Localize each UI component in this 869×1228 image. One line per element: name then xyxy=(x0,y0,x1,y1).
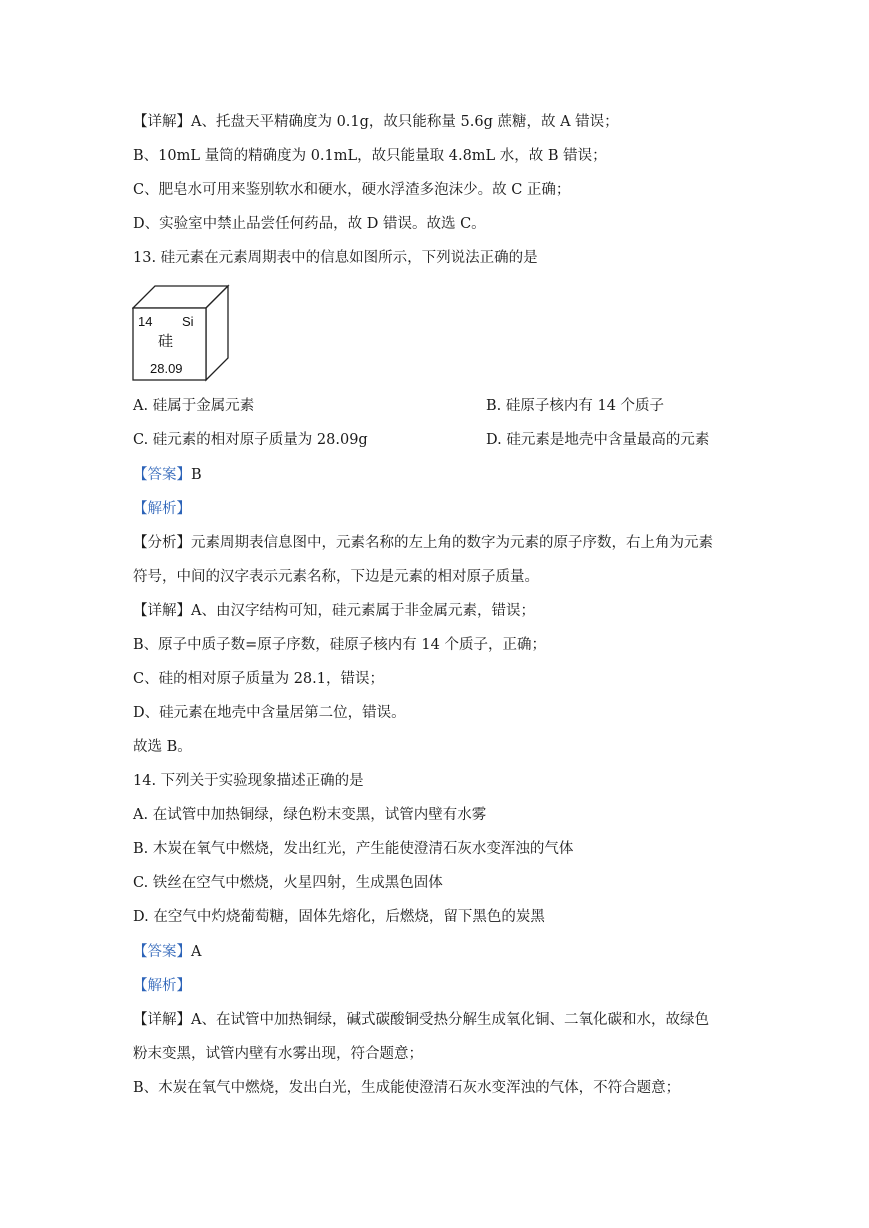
q14-answer-label: 【答案】 xyxy=(133,944,191,960)
q13-answer-label: 【答案】 xyxy=(133,467,191,483)
q14-answer xyxy=(133,942,201,962)
q13-option-c: C. 硅元素的相对原子质量为 28.09g xyxy=(133,432,368,448)
q14-answer-value: A xyxy=(191,944,202,960)
q13-option-a: A. 硅属于金属元素 xyxy=(133,398,255,414)
element-name: 硅 xyxy=(158,333,174,350)
q13-answer-value: B xyxy=(191,467,202,483)
q13-analysis-line: 【分析】元素周期表信息图中，元素名称的左上角的数字为元素的原子序数，右上角为元素 xyxy=(133,535,713,551)
q14-option-b: B. 木炭在氧气中燃烧，发出红光，产生能使澄清石灰水变浑浊的气体 xyxy=(133,841,574,857)
q14-detail-line: 【详解】A、在试管中加热铜绿，碱式碳酸铜受热分解生成氧化铜、二氧化碳和水，故绿色 xyxy=(133,1012,709,1028)
q13-answer xyxy=(133,465,202,485)
element-number: 14 xyxy=(138,314,153,329)
element-card-figure xyxy=(132,284,232,382)
detail-line-a: 【详解】A、托盘天平精确度为 0.1g，故只能称量 5.6g 蔗糖，故 A 错误； xyxy=(133,114,619,130)
q14-option-d: D. 在空气中灼烧葡萄糖，固体先熔化，后燃烧，留下黑色的炭黑 xyxy=(133,909,545,925)
detail-line-d: D、实验室中禁止品尝任何药品，故 D 错误。故选 C。 xyxy=(133,216,486,232)
q13-option-b: B. 硅原子核内有 14 个质子 xyxy=(486,398,665,414)
q14-option-a: A. 在试管中加热铜绿，绿色粉末变黑，试管内壁有水雾 xyxy=(133,807,487,823)
q13-analysis-label: 【解析】 xyxy=(133,501,191,517)
element-mass: 28.09 xyxy=(150,361,183,376)
detail-line-b: B、10mL 量筒的精确度为 0.1mL，故只能量取 4.8mL 水，故 B 错误； xyxy=(133,148,607,164)
q13-option-d: D. 硅元素是地壳中含量最高的元素 xyxy=(486,432,710,448)
element-symbol: Si xyxy=(182,314,194,329)
q14-analysis-label: 【解析】 xyxy=(133,978,191,994)
q13-detail-line: B、原子中质子数=原子序数，硅原子核内有 14 个质子，正确； xyxy=(133,637,546,653)
q13-detail-line: D、硅元素在地壳中含量居第二位，错误。 xyxy=(133,705,406,721)
detail-line-c: C、肥皂水可用来鉴别软水和硬水，硬水浮渣多泡沫少。故 C 正确； xyxy=(133,182,571,198)
q14-option-c: C. 铁丝在空气中燃烧，火星四射，生成黑色固体 xyxy=(133,875,443,891)
q14-detail-line: B、木炭在氧气中燃烧，发出白光，生成能使澄清石灰水变浑浊的气体，不符合题意； xyxy=(133,1080,681,1096)
question-13-stem: 13. 硅元素在元素周期表中的信息如图所示，下列说法正确的是 xyxy=(133,250,538,266)
q13-detail-line: C、硅的相对原子质量为 28.1，错误； xyxy=(133,671,384,687)
q14-detail-line: 粉末变黑，试管内壁有水雾出现，符合题意； xyxy=(133,1046,423,1062)
q13-analysis-line: 符号，中间的汉字表示元素名称，下边是元素的相对原子质量。 xyxy=(133,569,539,585)
q13-conclusion: 故选 B。 xyxy=(133,739,192,755)
q13-detail-line: 【详解】A、由汉字结构可知，硅元素属于非金属元素，错误； xyxy=(133,603,535,619)
question-14-stem: 14. 下列关于实验现象描述正确的是 xyxy=(133,773,364,789)
